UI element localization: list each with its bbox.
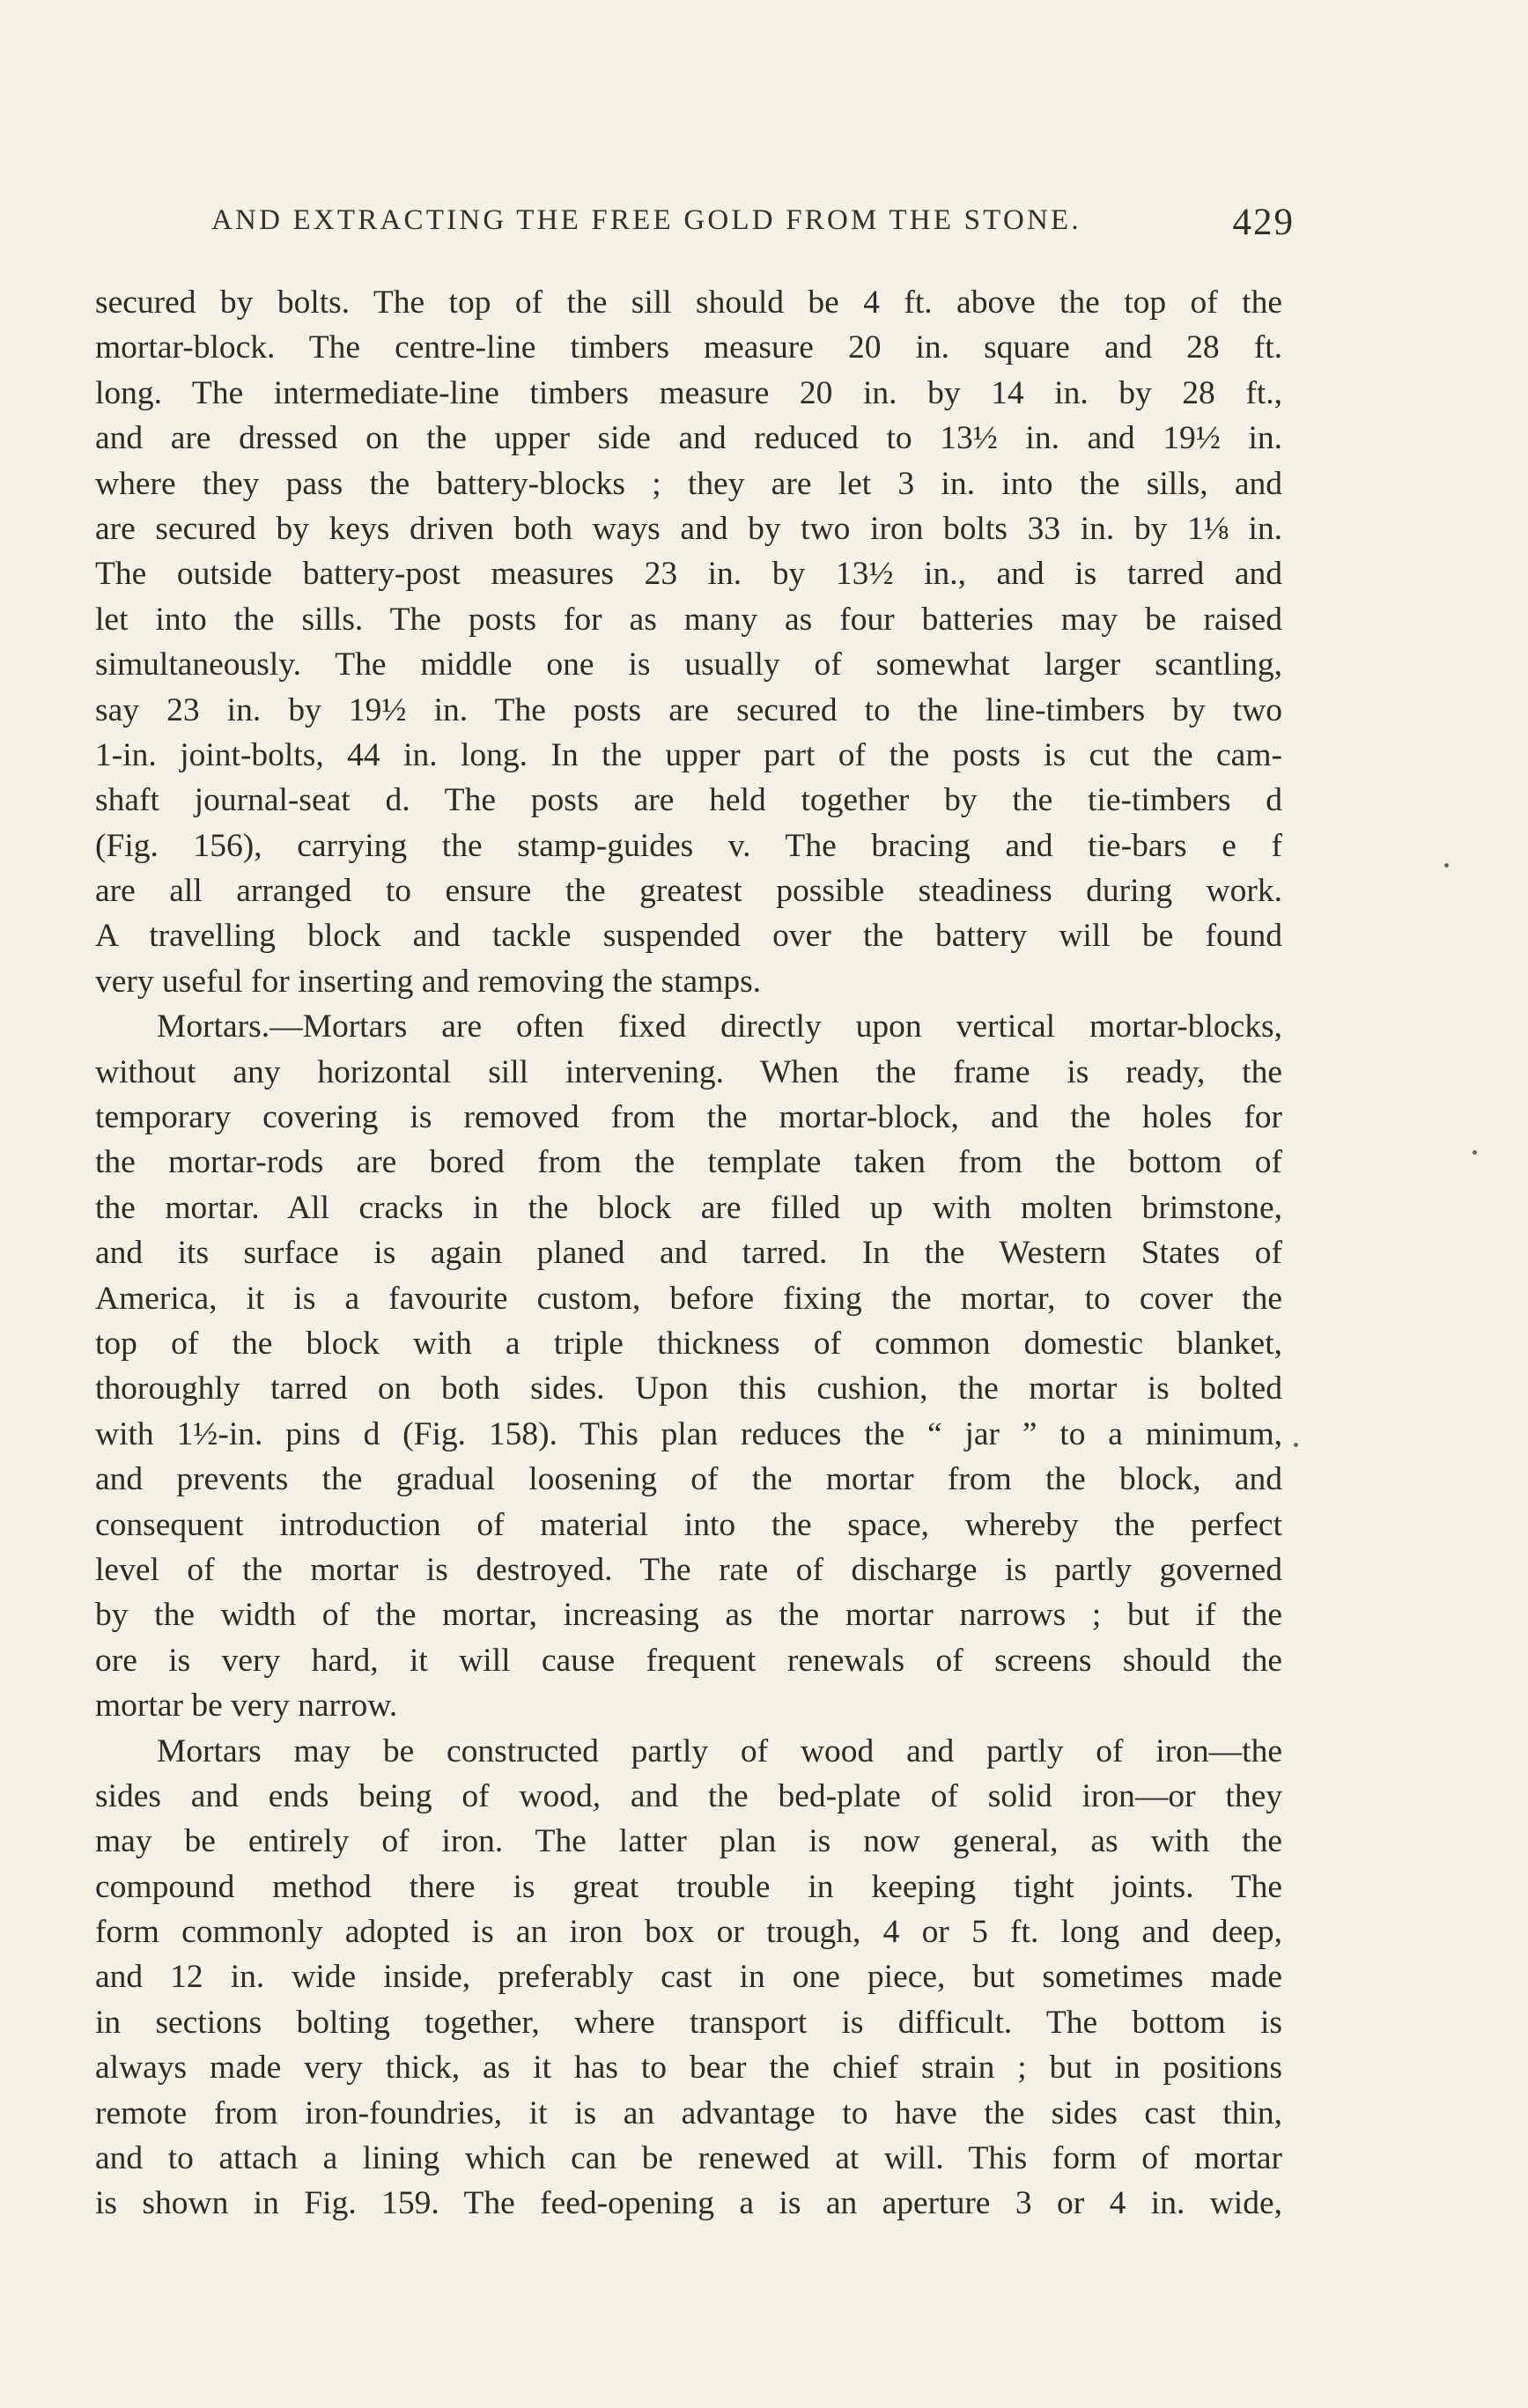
text-line: with 1½-in. pins d (Fig. 158). This plan reduces the “ jar ” to a minimum, xyxy=(95,1415,1282,1452)
section-start-mortars: Mortars.—Mortars are often fixed directly upon vertical mortar-blocks, xyxy=(157,1008,1282,1045)
text-line: thoroughly tarred on both sides. Upon this cushion, the mortar is bolted xyxy=(95,1370,1282,1407)
text-line: and are dressed on the upper side and reduced to 13½ in. and 19½ in. xyxy=(95,420,1282,457)
text-line: and 12 in. wide inside, preferably cast in one piece, but sometimes made xyxy=(95,1959,1282,1996)
text-line: America, it is a favourite custom, before fixing the mortar, to cover the xyxy=(95,1280,1282,1317)
text-line: A travelling block and tackle suspended over the battery will be found xyxy=(95,918,1282,955)
text-line: in sections bolting together, where transport is difficult. The bottom is xyxy=(95,2004,1282,2041)
text-line: consequent introduction of material into the space, whereby the perfect xyxy=(95,1506,1282,1543)
text-line: and prevents the gradual loosening of the mortar from the block, and xyxy=(95,1461,1282,1498)
body-text xyxy=(95,280,1282,2227)
margin-speck xyxy=(1473,1150,1477,1155)
text-line: may be entirely of iron. The latter plan is now general, as with the xyxy=(95,1823,1282,1860)
paragraph-start: Mortars may be constructed partly of wood and partly of iron—the xyxy=(157,1732,1282,1769)
text-line: form commonly adopted is an iron box or trough, 4 or 5 ft. long and deep, xyxy=(95,1914,1282,1951)
text-line: let into the sills. The posts for as many as four batteries may be raised xyxy=(95,601,1282,638)
text-line: sides and ends being of wood, and the bed-plate of solid iron—or they xyxy=(95,1777,1282,1814)
text-line: mortar-block. The centre-line timbers measure 20 in. square and 28 ft. xyxy=(95,329,1282,366)
text-line: compound method there is great trouble in keeping tight joints. The xyxy=(95,1868,1282,1905)
text-line: and its surface is again planed and tarred. In the Western States of xyxy=(95,1235,1282,1272)
text-line: always made very thick, as it has to bear the chief strain ; but in positions xyxy=(95,2050,1282,2087)
text-line: without any horizontal sill intervening. When the frame is ready, the xyxy=(95,1053,1282,1090)
text-line: long. The intermediate-line timbers measure 20 in. by 14 in. by 28 ft., xyxy=(95,374,1282,411)
page-number: 429 xyxy=(1232,202,1295,243)
text-line: by the width of the mortar, increasing as the mortar narrows ; but if the xyxy=(95,1597,1282,1634)
text-line: and to attach a lining which can be renewed at will. This form of mortar xyxy=(95,2140,1282,2177)
text-line: are secured by keys driven both ways and by two iron bolts 33 in. by 1⅛ in. xyxy=(95,510,1282,547)
text-line: shaft journal-seat d. The posts are held together by the tie-timbers d xyxy=(95,782,1282,819)
text-line: very useful for inserting and removing the stamps. xyxy=(95,963,762,1000)
margin-speck xyxy=(1444,863,1449,868)
text-line: the mortar. All cracks in the block are filled up with molten brimstone, xyxy=(95,1189,1282,1226)
text-line: top of the block with a triple thickness of common domestic blanket, xyxy=(95,1325,1282,1362)
text-line: ore is very hard, it will cause frequent renewals of screens should the xyxy=(95,1642,1282,1679)
text-line: is shown in Fig. 159. The feed-opening a is an aperture 3 or 4 in. wide, xyxy=(95,2185,1282,2222)
text-line: where they pass the battery-blocks ; they are let 3 in. into the sills, and xyxy=(95,465,1282,502)
text-line: The outside battery-post measures 23 in. by 13½ in., and is tarred and xyxy=(95,556,1282,593)
text-line: level of the mortar is destroyed. The rate of discharge is partly governed xyxy=(95,1551,1282,1588)
text-line: the mortar-rods are bored from the template taken from the bottom of xyxy=(95,1144,1282,1181)
text-line: secured by bolts. The top of the sill should be 4 ft. above the top of the xyxy=(95,284,1282,321)
text-line: 1-in. joint-bolts, 44 in. long. In the upper part of the posts is cut the cam- xyxy=(95,736,1282,773)
text-line: (Fig. 156), carrying the stamp-guides v. The bracing and tie-bars e f xyxy=(95,827,1282,864)
text-line: remote from iron-foundries, it is an advantage to have the sides cast thin, xyxy=(95,2094,1282,2131)
text-line: are all arranged to ensure the greatest possible steadiness during work. xyxy=(95,873,1282,910)
text-line: temporary covering is removed from the mortar-block, and the holes for xyxy=(95,1099,1282,1136)
running-title: AND EXTRACTING THE FREE GOLD FROM THE STONE. xyxy=(211,204,1081,236)
text-line: say 23 in. by 19½ in. The posts are secured to the line-timbers by two xyxy=(95,691,1282,728)
text-line: simultaneously. The middle one is usually of somewhat larger scantling, xyxy=(95,646,1282,683)
margin-speck xyxy=(1294,1443,1298,1447)
text-line: mortar be very narrow. xyxy=(95,1688,398,1725)
running-head xyxy=(211,201,1295,254)
